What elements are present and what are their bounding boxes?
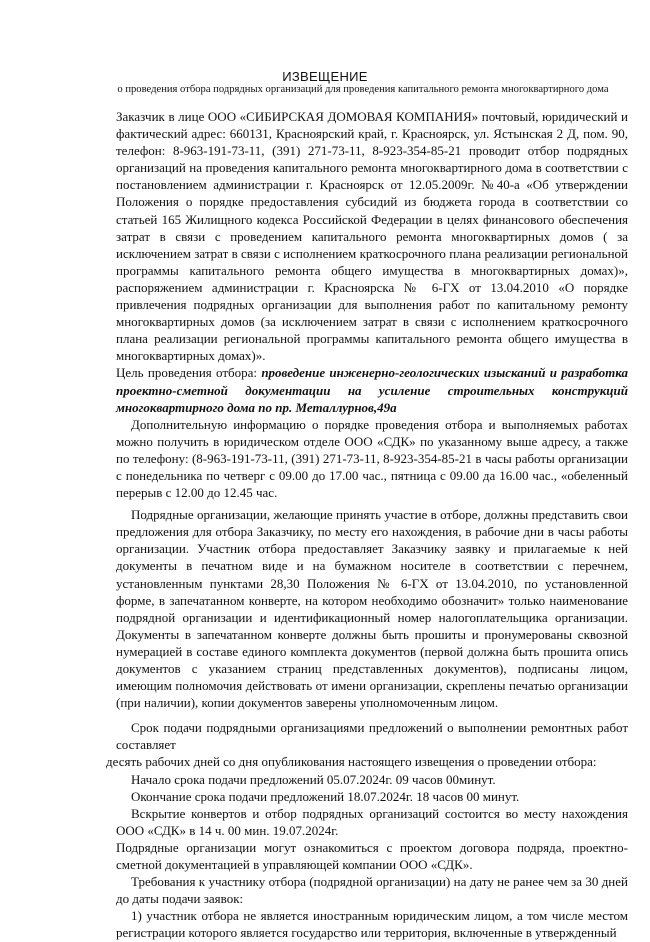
- goal-label: Цель проведения отбора:: [116, 365, 258, 381]
- paragraph-start-date: Начало срока подачи предложений 05.07.2024г. 09 часов 00минут.: [131, 771, 496, 787]
- paragraph-deadline-continued: десять рабочих дней со дня опубликования настоящего извещения о проведении отбора:: [106, 754, 597, 770]
- paragraph-deadline: Срок подачи подрядными организациями предложений о выполнении ремонтных работ составляет: [116, 720, 628, 753]
- paragraph-contact-info: Дополнительную информацию о порядке проведения отбора и выполняемых работах можно получить в юридическом отделе ООО «СДК» по указанному выше адресу, а также по телефону: (8-963-191-73-11, (391) 271-73-11, 8-923-354-85-21 в часы работы организации с понедельника по четверг с 09.00 до 17.00 час., пятница с 09.00 да 16.00 час., «обеленный перерыв с 12.00 до 12.45 час.: [116, 416, 628, 501]
- paragraph-submission-rules: Подрядные организации, желающие принять участие в отборе, должны представить свои предложения для отбора Заказчику, по месту его нахождения, в рабочие дни в часы работы организации. Участник отбора предоставляет Заказчику заявку и прилагаемые к ней документы в печатном виде и на бумажном носителе в соответствии с перечнем, установленным пунктами 28,30 Положения № 6-ГХ от 13.04.2010, по установленной форме, в запечатанном конверте, на котором необходимо обозначит» только наименование подрядной организации и идентификационный номер налогоплательщика организации. Документы в запечатанном конверте должны быть прошиты и пронумерованы сквозной нумерацией в составе единого комплекта документов (первой должна быть прошита опись документов с указанием страниц представленных документов), подписаны лицом, имеющим полномочия действовать от имени организации, скреплены печатью организации (при наличии), копии документов заверены уполномоченным лицом.: [116, 507, 628, 711]
- paragraph-customer: Заказчик в лице ООО «СИБИРСКАЯ ДОМОВАЯ КОМПАНИЯ» почтовый, юридический и фактический адрес: 660131, Красноярский край, г. Красноярск, ул. Ястынская 2 Д, пом. 90, телефон: 8-963-191-73-11, (391) 271-73-11, 8-923-354-85-21 проводит отбор подрядных организаций на проведения капитального ремонта многоквартирного дома в соответствии с постановлением администрации г. Красноярск от 12.05.2009г. №40-а «Об утверждении Положения о порядке предоставления субсидий из бюджета города в соответствии со статьей 165 Жилищного кодекса Российской Федерации в целях финансового обеспечения затрат в связи с проведением капитального ремонта многоквартирных домов ( за исключением затрат в связи с исполнением краткосрочного плана реализации региональной программы капитального ремонта общего имущества в многоквартирных домах)», распоряжением администрации г. Красноярска № 6-ГХ от 13.04.2010 «О порядке привлечения подрядных организации для выполнения работ по капитальному ремонту многоквартирных домов (за исключением затрат в связи с исполнением краткосрочного плана реализации региональной программы капитального ремонта общего имущества в многоквартирных домах)».: [116, 109, 628, 364]
- spacer: [116, 711, 628, 719]
- document-subtitle: о проведения отбора подрядных организаций для проведения капитального ремонта многоквартирного дома: [117, 84, 609, 95]
- paragraph-end-date: Окончание срока подачи предложений 18.07.2024г. 18 часов 00 минут.: [131, 788, 520, 804]
- paragraph-goal: [116, 364, 628, 415]
- document-title: ИЗВЕЩЕНИЕ: [282, 69, 368, 84]
- paragraph-contract-review: Подрядные организации могут ознакомиться с проектом договора подряда, проектно-сметной документацией в управляющей компании ООО «СДК».: [116, 839, 628, 873]
- paragraph-requirements: Требования к участнику отбора (подрядной организации) на дату не ранее чем за 30 дней до даты подачи заявок:: [116, 874, 628, 907]
- document-body: [106, 108, 628, 942]
- goal-text: проведение инженерно-геологических изысканий и разработка проектно-сметной документации на усиление строительных конструкций многоквартирного дома по пр. Металлурнов,49а: [116, 365, 628, 415]
- paragraph-opening: Вскрытие конвертов и отбор подрядных организаций состоится во месту нахождения ООО «СДК» в 14 ч. 00 мин. 19.07.2024г.: [116, 805, 628, 838]
- paragraph-requirement-1: 1) участник отбора не является иностранным юридическим лицом, а том числе местом регистрации которого является государство или территория, включенные в утвержденный: [116, 908, 628, 941]
